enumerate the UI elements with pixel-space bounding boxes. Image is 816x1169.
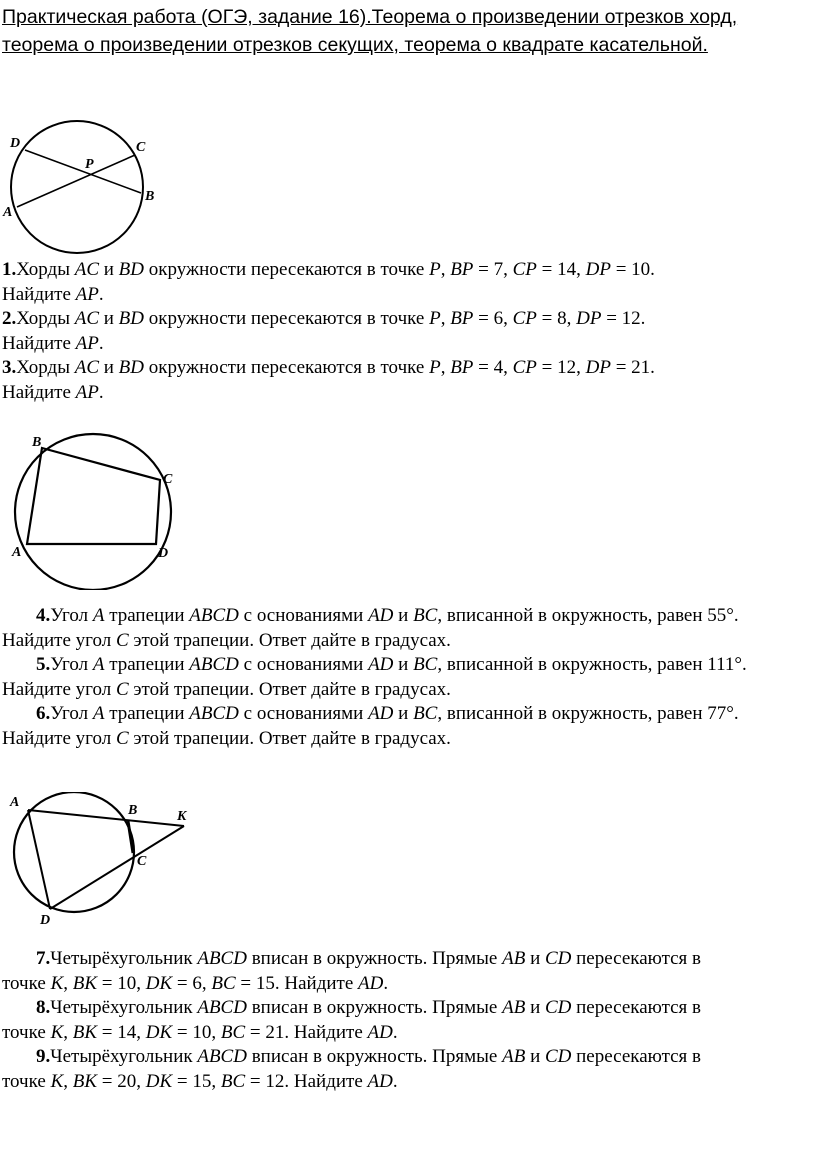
var: ABCD xyxy=(189,605,239,626)
var: AB xyxy=(502,1046,526,1067)
text: точке xyxy=(2,972,51,994)
text: = 15. Найдите xyxy=(235,972,359,994)
var: P xyxy=(429,357,441,378)
text: трапеции xyxy=(104,654,190,675)
var: P xyxy=(429,308,441,329)
var: K xyxy=(50,972,64,994)
text: . xyxy=(392,1070,398,1092)
text: = 20, xyxy=(97,1070,146,1092)
text: Четырёхугольник xyxy=(50,1046,198,1067)
text: = 14, xyxy=(97,1021,146,1043)
text: и xyxy=(99,357,119,378)
text: Хорды xyxy=(16,357,75,378)
var: BC xyxy=(220,1021,246,1043)
chords-figure xyxy=(0,110,170,260)
secants-figure xyxy=(0,792,200,932)
problems-secants xyxy=(2,947,814,1094)
var: ABCD xyxy=(189,703,239,724)
text: Угол xyxy=(50,703,93,724)
var: BP xyxy=(450,308,474,329)
problem-2 xyxy=(2,307,814,356)
text: Найдите xyxy=(2,381,76,403)
text: , вписанной в окружность, равен 111°. xyxy=(437,654,747,675)
var: C xyxy=(115,727,129,749)
text: = 12. xyxy=(601,308,646,329)
page-title: Практическая работа (ОГЭ, задание 16).Теорема о произведении отрезков хорд, теорема о произведении отрезков секущих, теорема о квадрате касательной. xyxy=(2,6,738,56)
var: CP xyxy=(512,357,537,378)
var: A xyxy=(92,703,105,724)
text: , вписанной в окружность, равен 55°. xyxy=(437,605,739,626)
var: AC xyxy=(74,357,99,378)
var: DP xyxy=(585,259,611,280)
problem-number: 7. xyxy=(36,948,51,969)
label-c: C xyxy=(163,472,173,487)
text: этой трапеции. Ответ дайте в градусах. xyxy=(128,629,451,651)
var: ABCD xyxy=(189,654,239,675)
var: AP xyxy=(75,332,99,354)
var: A xyxy=(92,654,105,675)
var: BP xyxy=(450,259,474,280)
text: и xyxy=(99,308,119,329)
var: AD xyxy=(367,1070,393,1092)
text: Найдите угол xyxy=(2,678,116,700)
chord-bd xyxy=(25,150,141,193)
text: Хорды xyxy=(16,308,75,329)
text: , xyxy=(440,259,451,280)
text: окружности пересекаются в точке xyxy=(144,259,430,280)
label-d: D xyxy=(10,136,21,151)
text: , вписанной в окружность, равен 77°. xyxy=(437,703,739,724)
text: окружности пересекаются в точке xyxy=(144,308,430,329)
label-b: B xyxy=(128,803,138,818)
text: и xyxy=(525,948,545,969)
text: Найдите угол xyxy=(2,727,116,749)
text: = 4, xyxy=(473,357,513,378)
label-d: D xyxy=(158,546,169,561)
text: . xyxy=(383,972,389,994)
text: и xyxy=(393,654,414,675)
text: Найдите угол xyxy=(2,629,116,651)
text: . xyxy=(98,332,104,354)
var: CD xyxy=(544,1046,572,1067)
secant-ak xyxy=(28,810,184,826)
var: AD xyxy=(368,654,394,675)
text: = 6, xyxy=(172,972,212,994)
problems-trapezoid xyxy=(2,604,814,751)
text: пересекаются в xyxy=(571,997,701,1018)
secant-dk xyxy=(50,826,184,909)
var: DP xyxy=(576,308,602,329)
text: . xyxy=(98,283,104,305)
var: DK xyxy=(145,1021,173,1043)
problem-3 xyxy=(2,356,814,405)
var: CD xyxy=(544,948,572,969)
var: BK xyxy=(72,1070,98,1092)
text: , xyxy=(440,357,451,378)
var: AB xyxy=(502,948,526,969)
var: AC xyxy=(74,259,99,280)
var: K xyxy=(50,1021,64,1043)
text: = 21. xyxy=(610,357,655,378)
problem-8 xyxy=(2,996,814,1045)
label-a: A xyxy=(10,795,20,810)
text: Хорды xyxy=(16,259,75,280)
text: и xyxy=(393,605,414,626)
var: A xyxy=(92,605,105,626)
problem-9 xyxy=(2,1045,814,1094)
var: DP xyxy=(585,357,611,378)
text: точке xyxy=(2,1070,51,1092)
var: BK xyxy=(72,972,98,994)
var: AC xyxy=(74,308,99,329)
text: Четырёхугольник xyxy=(50,948,198,969)
text: = 10. xyxy=(610,259,655,280)
problem-5 xyxy=(2,653,814,702)
text: окружности пересекаются в точке xyxy=(144,357,430,378)
text: , xyxy=(63,1021,73,1043)
text: = 15, xyxy=(172,1070,221,1092)
label-b: B xyxy=(32,435,42,450)
var: BK xyxy=(72,1021,98,1043)
text: и xyxy=(525,997,545,1018)
var: BP xyxy=(450,357,474,378)
problem-number: 3. xyxy=(2,357,17,378)
trapezoid-figure xyxy=(0,430,190,590)
text: = 12. Найдите xyxy=(245,1070,368,1092)
text: этой трапеции. Ответ дайте в градусах. xyxy=(128,678,451,700)
text: и xyxy=(99,259,119,280)
var: DK xyxy=(145,1070,173,1092)
var: AP xyxy=(75,381,99,403)
text: Угол xyxy=(50,654,93,675)
var: AD xyxy=(358,972,384,994)
problem-7 xyxy=(2,947,814,996)
text: с основаниями xyxy=(238,703,369,724)
text: Четырёхугольник xyxy=(50,997,198,1018)
var: ABCD xyxy=(197,948,247,969)
var: ABCD xyxy=(197,997,247,1018)
var: CP xyxy=(512,259,537,280)
problem-number: 9. xyxy=(36,1046,51,1067)
text: вписан в окружность. Прямые xyxy=(246,1046,503,1067)
problem-number: 4. xyxy=(36,605,51,626)
text: Найдите xyxy=(2,283,76,305)
text: = 12, xyxy=(536,357,586,378)
var: AP xyxy=(75,283,99,305)
label-a: A xyxy=(3,205,13,220)
text: вписан в окружность. Прямые xyxy=(246,948,503,969)
text: вписан в окружность. Прямые xyxy=(246,997,503,1018)
var: BD xyxy=(118,357,144,378)
text: = 10, xyxy=(97,972,146,994)
var: BD xyxy=(118,308,144,329)
text: трапеции xyxy=(104,703,190,724)
text: = 7, xyxy=(473,259,513,280)
text: точке xyxy=(2,1021,51,1043)
var: BC xyxy=(413,654,438,675)
var: AD xyxy=(368,605,394,626)
text: с основаниями xyxy=(238,605,369,626)
var: K xyxy=(50,1070,64,1092)
var: C xyxy=(115,629,129,651)
text: Найдите xyxy=(2,332,76,354)
var: AB xyxy=(502,997,526,1018)
var: BC xyxy=(413,703,438,724)
text: . xyxy=(392,1021,398,1043)
text: Угол xyxy=(50,605,93,626)
problem-6 xyxy=(2,702,814,751)
text: = 6, xyxy=(473,308,513,329)
var: ABCD xyxy=(197,1046,247,1067)
problem-1 xyxy=(2,258,814,307)
problem-4 xyxy=(2,604,814,653)
var: AD xyxy=(368,703,394,724)
text: = 8, xyxy=(536,308,577,329)
label-b: B xyxy=(145,189,155,204)
trapezoid-circle xyxy=(15,434,171,590)
problem-number: 6. xyxy=(36,703,51,724)
problem-number: 2. xyxy=(2,308,17,329)
text: = 10, xyxy=(172,1021,221,1043)
text: этой трапеции. Ответ дайте в градусах. xyxy=(128,727,451,749)
problem-number: 1. xyxy=(2,259,17,280)
var: CP xyxy=(512,308,537,329)
label-c: C xyxy=(137,854,147,869)
text: и xyxy=(525,1046,545,1067)
text: трапеции xyxy=(104,605,190,626)
var: BD xyxy=(118,259,144,280)
text: . xyxy=(98,381,104,403)
label-k: K xyxy=(177,809,187,824)
problem-number: 8. xyxy=(36,997,51,1018)
label-d: D xyxy=(40,913,51,928)
text: = 14, xyxy=(536,259,586,280)
label-a: A xyxy=(12,545,22,560)
var: BC xyxy=(220,1070,246,1092)
var: BC xyxy=(211,972,236,994)
var: DK xyxy=(145,972,173,994)
text: пересекаются в xyxy=(571,1046,701,1067)
text: и xyxy=(393,703,414,724)
var: C xyxy=(115,678,129,700)
problem-number: 5. xyxy=(36,654,51,675)
label-p: P xyxy=(85,157,94,172)
text: , xyxy=(440,308,451,329)
var: AD xyxy=(367,1021,393,1043)
var: P xyxy=(429,259,441,280)
var: CD xyxy=(544,997,572,1018)
text: , xyxy=(63,1070,73,1092)
chord-ac xyxy=(17,155,135,207)
var: BC xyxy=(413,605,438,626)
problems-chords xyxy=(2,258,814,405)
text: , xyxy=(63,972,73,994)
trapezoid-abcd xyxy=(27,448,160,544)
label-c: C xyxy=(136,140,146,155)
text: с основаниями xyxy=(238,654,369,675)
text: = 21. Найдите xyxy=(245,1021,368,1043)
text: пересекаются в xyxy=(571,948,701,969)
